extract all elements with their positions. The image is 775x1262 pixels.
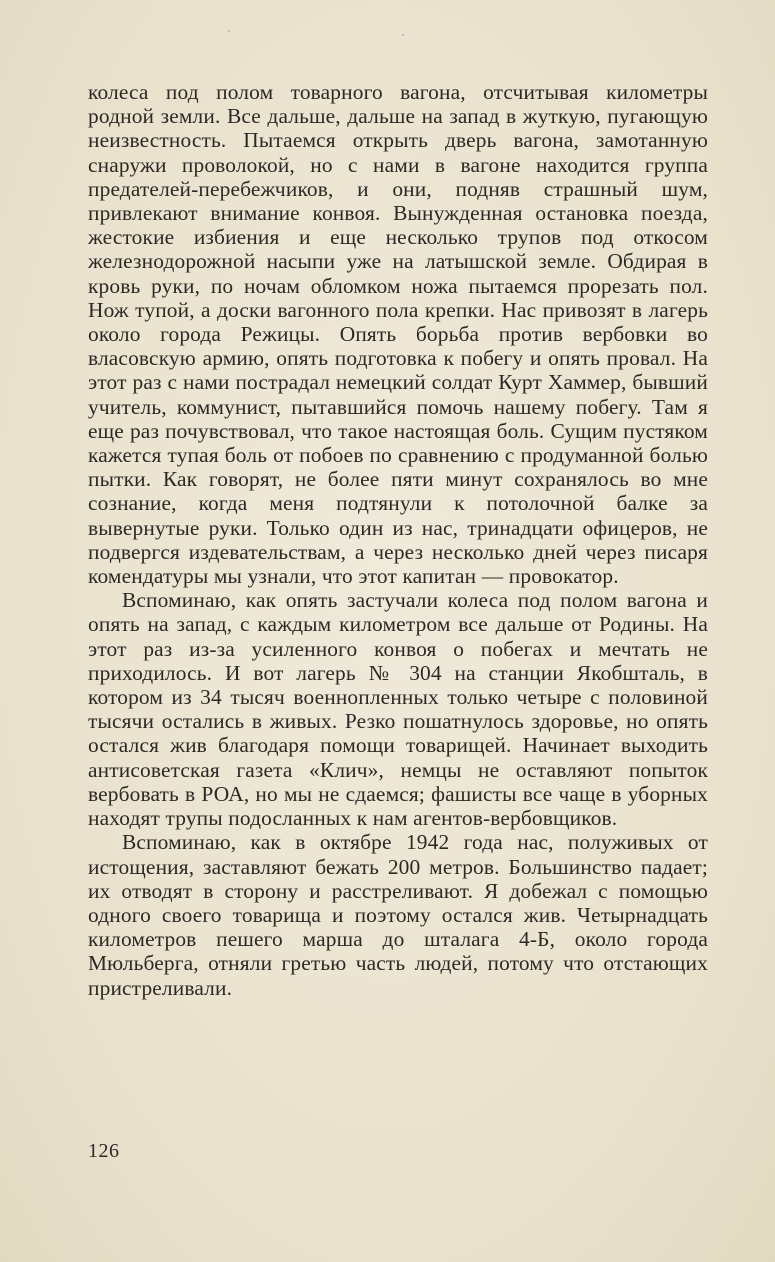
paper-speck — [402, 34, 404, 36]
page-number: 126 — [88, 1140, 120, 1162]
page-body-text — [88, 80, 708, 1000]
paper-speck — [228, 30, 230, 32]
paragraph: Вспоминаю, как в октябре 1942 года нас, полуживых от истощения, заставляют бежать 200 метров. Большинство падает; их отводят в сторону и расстреливают. Я добежал с помощью одного своего товарища и поэтому остался жив. Четырнадцать километров пешего марша до шталага 4-Б, около города Мюльберга, отняли гретью часть людей, потому что отстающих пристреливали. — [88, 830, 708, 1000]
paragraph: колеса под полом товарного вагона, отсчитывая километры родной земли. Все дальше, дальше на запад в жуткую, пугающую неизвестность. Пытаемся открыть дверь вагона, замотанную снаружи проволокой, но с нами в вагоне находится группа предателей-перебежчиков, и они, подняв страшный шум, привлекают внимание конвоя. Вынужденная остановка поезда, жестокие избиения и еще несколько трупов под откосом железнодорожной насыпи уже на латышской земле. Обдирая в кровь руки, по ночам обломком ножа пытаемся прорезать пол. Нож тупой, а доски вагонного пола крепки. Нас привозят в лагерь около города Режицы. Опять борьба против вербовки во власовскую армию, опять подготовка к побегу и опять провал. На этот раз с нами пострадал немецкий солдат Курт Хаммер, бывший учитель, коммунист, пытавшийся помочь нашему побегу. Там я еще раз почувствовал, что такое настоящая боль. Сущим пустяком кажется тупая боль от побоев по сравнению с продуманной болью пытки. Как говорят, не более пяти минут сохранялось во мне сознание, когда меня подтянули к потолочной балке за вывернутые руки. Только один из нас, тринадцати офицеров, не подвергся издевательствам, а через несколько дней через писаря комендатуры мы узнали, что этот капитан — провокатор. — [88, 80, 708, 589]
paragraph: Вспоминаю, как опять застучали колеса под полом вагона и опять на запад, с каждым километром все дальше от Родины. На этот раз из-за усиленного конвоя о побегах и мечтать не приходилось. И вот лагерь № 304 на станции Якобшталь, в котором из 34 тысяч военнопленных только четыре с половиной тысячи остались в живых. Резко пошатнулось здоровье, но опять остался жив благодаря помощи товарищей. Начинает выходить антисоветская газета «Клич», немцы не оставляют попыток вербовать в РОА, но мы не сдаемся; фашисты все чаще в уборных находят трупы подосланных к нам агентов-вербовщиков. — [88, 588, 708, 831]
